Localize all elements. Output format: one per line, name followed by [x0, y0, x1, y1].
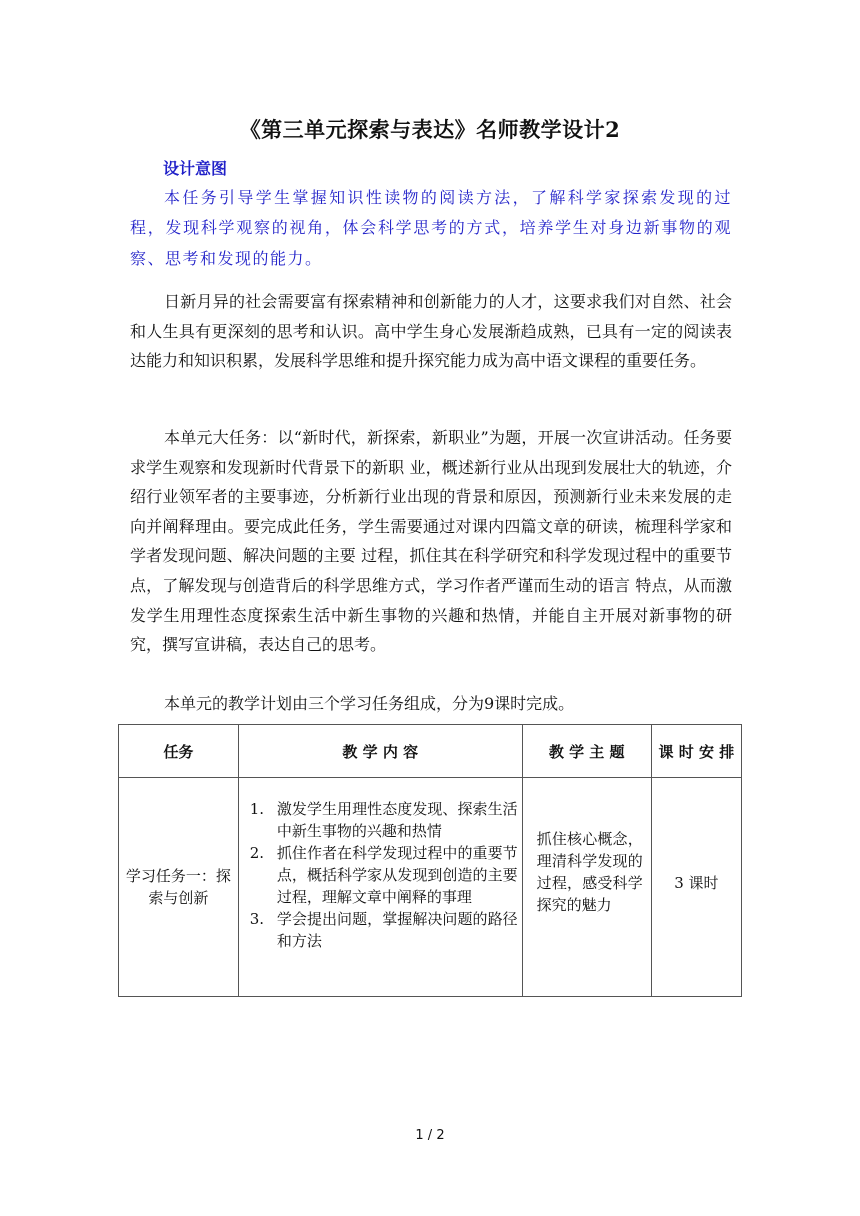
header-hours: 课 时 安 排: [651, 725, 741, 778]
table-header-row: [119, 725, 742, 778]
content-item: 2. 抓住作者在科学发现过程中的重要节点，概括科学家从发现到创造的主要过程，理解文章中阐释的事理: [269, 842, 518, 908]
table-row: [119, 778, 742, 997]
header-task: 任务: [119, 725, 239, 778]
task-cell: 学习任务一：探索与创新: [119, 778, 239, 997]
design-intent-paragraph: 本任务引导学生掌握知识性读物的阅读方法，了解科学家探索发现的过程，发现科学观察的视角，体会科学思考的方式，培养学生对身边新事物的观察、思考和发现的能力。: [130, 188, 732, 268]
header-content: 教 学 内 容: [238, 725, 522, 778]
theme-cell: 抓住核心概念，理清科学发现的过程，感受科学探究的魅力: [522, 778, 651, 997]
content-list: [239, 798, 518, 952]
page-title: 《第三单元探索与表达》名师教学设计2: [239, 117, 621, 142]
hours-cell: 3 课时: [651, 778, 741, 997]
page-number: 1 / 2: [415, 1128, 445, 1143]
content-item: 3. 学会提出问题，掌握解决问题的路径和方法: [269, 908, 518, 952]
body-paragraph-2: 本单元大任务：以“新时代，新探索，新职业”为题，开展一次宣讲活动。任务要求学生观察和发现新时代背景下的新职 业，概述新行业从出现到发展壮大的轨迹，介绍行业领军者的主要事迹，分析新行业出现的背景和原因，预测新行业未来发展的走向并阐释理由。要完成此任务，学生需要通过对课内四篇文章的研读，梳理科学家和学者发现问题、解决问题的主要 过程，抓住其在科学研究和科学发现过程中的重要节点，了解发现与创造背后的科学思维方式，学习作者严谨而生动的语言 特点，从而激发学生用理性态度探索生活中新生事物的兴趣和热情，并能自主开展对新事物的研究，撰写宣讲稿，表达自己的思考。: [130, 428, 732, 655]
content-cell: [238, 778, 522, 997]
body-paragraph-1: 日新月异的社会需要富有探索精神和创新能力的人才，这要求我们对自然、社会和人生具有更深刻的思考和认识。高中学生身心发展渐趋成熟，已具有一定的阅读表达能力和知识积累，发展科学思维和提升探究能力成为高中语文课程的重要任务。: [130, 292, 732, 371]
content-item: 1. 激发学生用理性态度发现、探索生活中新生事物的兴趣和热情: [269, 798, 518, 842]
section-heading: 设计意图: [163, 159, 228, 178]
body-paragraph-3: 本单元的教学计划由三个学习任务组成，分为9课时完成。: [164, 694, 575, 713]
header-theme: 教 学 主 题: [522, 725, 651, 778]
teaching-plan-table: [118, 724, 742, 997]
